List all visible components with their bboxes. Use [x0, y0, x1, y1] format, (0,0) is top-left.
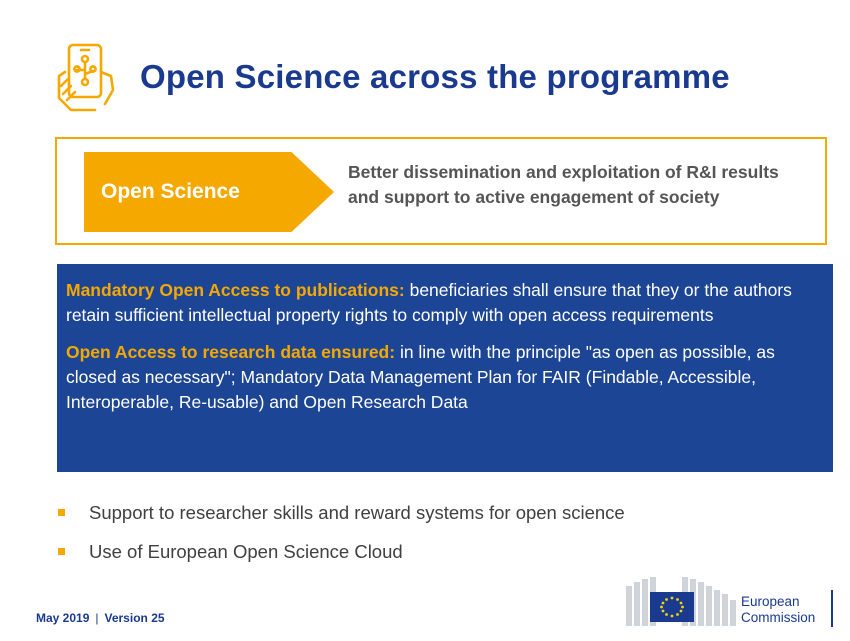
- hand-holding-phone-network-icon: [55, 42, 119, 114]
- research-data-paragraph: [66, 340, 823, 415]
- research-data-text: in line with the principle "as open as possible, as closed as necessary"; Mandatory Data Management Plan for FAIR (Findable, Accessible, Interoperable, Re-usable) and Open Research Data: [66, 342, 775, 412]
- square-bullet-icon: [58, 548, 65, 555]
- publications-heading: Mandatory Open Access to publications:: [66, 280, 405, 300]
- footer-version: Version 25: [104, 611, 165, 625]
- footer-date: May 2019: [36, 611, 90, 625]
- publications-paragraph: [66, 278, 823, 328]
- open-science-description: Better dissemination and exploitation of R&I results and support to active engagement of society: [348, 162, 779, 207]
- list-item: [58, 500, 625, 526]
- footer-separator: |: [95, 611, 99, 625]
- square-bullet-icon: [58, 509, 65, 516]
- footer: [36, 611, 165, 625]
- publications-text: beneficiaries shall ensure that they or the authors retain sufficient intellectual property rights to comply with open access requirements: [66, 280, 792, 325]
- list-item: [58, 539, 625, 565]
- logo-line-2: Commission: [741, 610, 816, 625]
- research-data-heading: Open Access to research data ensured:: [66, 342, 396, 362]
- open-science-arrow-label: Open Science: [101, 180, 240, 203]
- logo-divider: [831, 590, 833, 627]
- bullet-text: Use of European Open Science Cloud: [89, 541, 403, 562]
- bullet-text: Support to researcher skills and reward systems for open science: [89, 502, 625, 523]
- bullet-list: [58, 500, 625, 578]
- european-commission-wordmark: [741, 594, 815, 626]
- open-access-panel: [57, 264, 833, 472]
- logo-line-1: European: [741, 594, 800, 609]
- page-title: Open Science across the programme: [140, 58, 730, 95]
